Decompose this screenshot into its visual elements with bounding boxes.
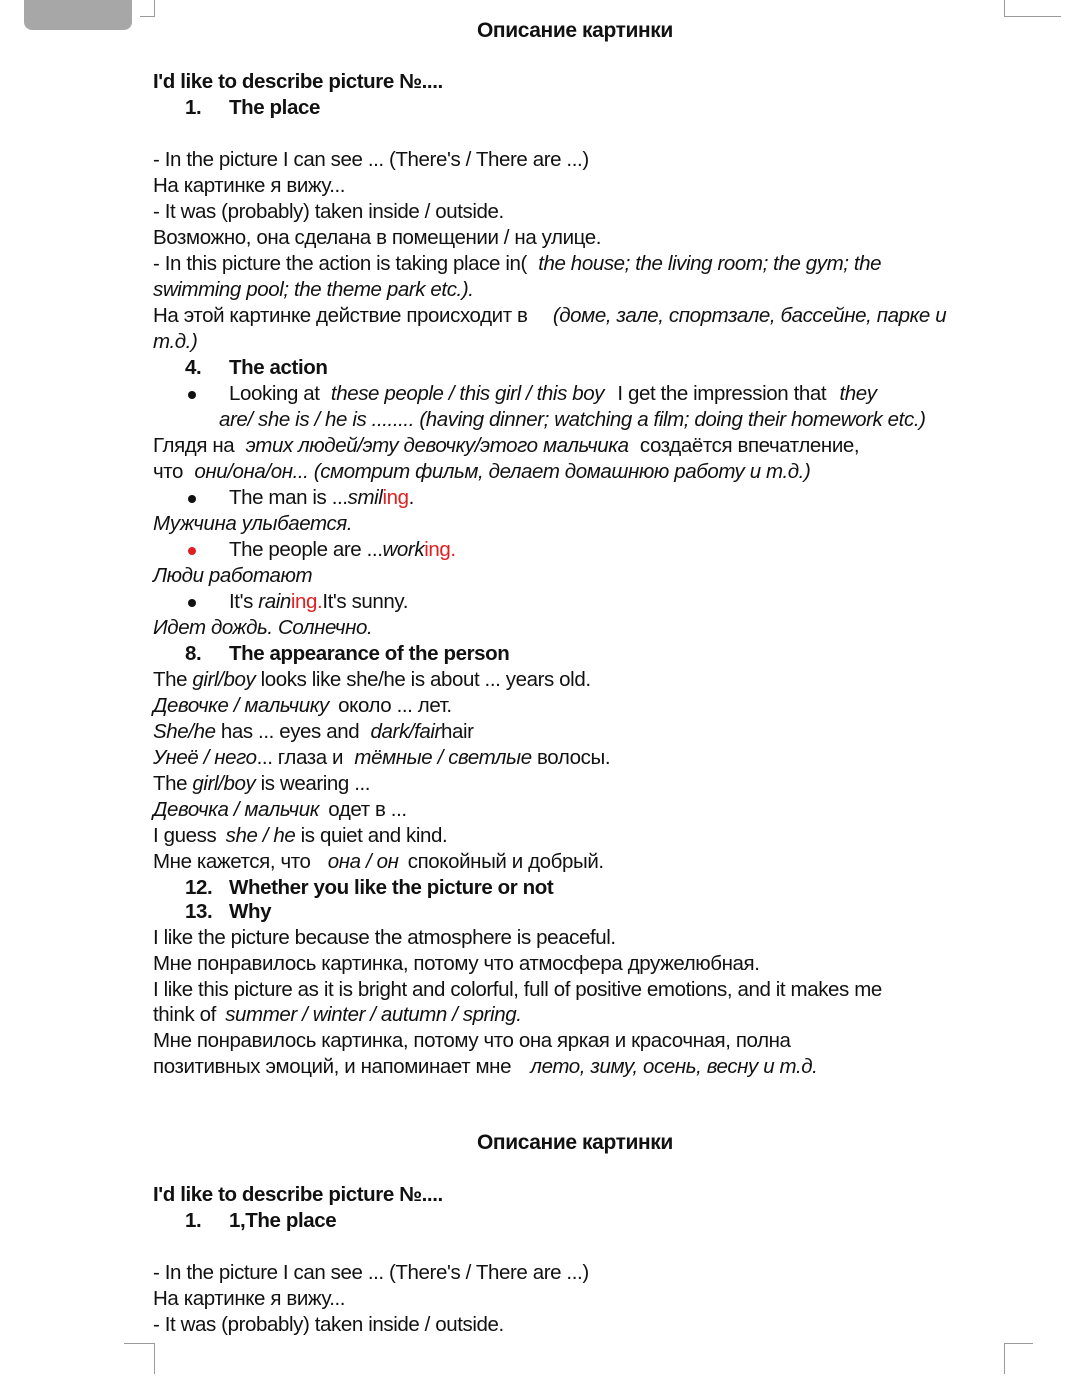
text-run-italic: тёмные / светлые	[354, 746, 532, 769]
text-run-italic: Мужчина улыбается.	[153, 512, 353, 535]
text-run: It's	[229, 590, 253, 613]
text-run-italic: Девочка / мальчик	[153, 798, 319, 821]
text-run-italic: these people / this girl / this boy	[330, 382, 605, 405]
bullet-text	[229, 381, 877, 407]
text-run-italic: Унеё / него	[153, 746, 257, 769]
ru-man	[153, 511, 352, 537]
text-run-italic: rain	[258, 590, 291, 613]
appearance-line-7	[153, 823, 447, 849]
text-run: ... глаза и	[256, 746, 344, 769]
text-run-italic: girl/boy	[192, 668, 256, 691]
text-run: I get the impression that	[617, 382, 827, 405]
intro-line: I'd like to describe picture №....	[153, 70, 443, 93]
bullet-text	[229, 589, 408, 615]
action-place-ru-examples-cont: т.д.)	[153, 330, 198, 353]
bullet-looking	[0, 381, 1080, 407]
crop-mark-bottom-left	[124, 1343, 155, 1374]
text-run-italic: summer / winter / autumn / spring.	[225, 1003, 522, 1026]
intro-line: I'd like to describe picture №....	[153, 1183, 443, 1206]
action-place-en-1	[153, 251, 881, 277]
bullet-dot	[188, 391, 196, 399]
action-place-ru-1	[153, 303, 946, 329]
text-run: около ... лет.	[338, 694, 452, 717]
ru-looking-1	[153, 433, 859, 459]
text-run: Глядя на	[153, 434, 235, 457]
place-line-4: Возможно, она сделана в помещении / на улице.	[153, 226, 602, 249]
item-number: 1.	[185, 1209, 202, 1232]
crop-mark-top-left	[140, 0, 155, 17]
text-run-italic: этих людей/эту девочку/этого мальчика	[245, 434, 629, 457]
text-run: hair	[440, 720, 474, 743]
appearance-line-4	[153, 745, 610, 771]
bullet-rain	[0, 589, 1080, 615]
appearance-line-6	[153, 797, 407, 823]
text-run: позитивных эмоций, и напоминает мне	[153, 1055, 512, 1078]
text-run-italic: girl/boy	[192, 772, 256, 795]
item-heading: Whether you like the picture or not	[229, 876, 554, 899]
highlight-suffix: ing	[382, 486, 409, 509]
why-line-2: Мне понравилось картинка, потому что атмосфера дружелюбная.	[153, 952, 760, 975]
text-run: что	[153, 460, 184, 483]
action-place-en-examples-cont: swimming pool; the theme park etc.).	[153, 278, 474, 301]
item-number: 12.	[185, 876, 213, 899]
place-line-2: На картинке я вижу...	[153, 174, 346, 197]
text-run: It's sunny.	[322, 590, 409, 613]
item-heading: Why	[229, 900, 272, 923]
item-number: 4.	[185, 356, 202, 379]
ru-people	[153, 563, 312, 589]
bullet-people	[0, 537, 1080, 563]
item-heading: The appearance of the person	[229, 642, 510, 665]
text-run-italic: smil	[347, 486, 383, 509]
text-run: .	[408, 486, 414, 509]
action-place-ru-2	[153, 329, 197, 355]
bullet-man	[0, 485, 1080, 511]
text-run: спокойный и добрый.	[407, 850, 604, 873]
action-place-en-examples: the house; the living room; the gym; the	[538, 252, 882, 275]
place-line-3: - It was (probably) taken inside / outside.	[153, 200, 504, 223]
text-run: Мне кажется, что	[153, 850, 311, 873]
text-run-italic: she / he	[225, 824, 296, 847]
why-line-3: I like this picture as it is bright and colorful, full of positive emotions, and it makes me	[153, 978, 882, 1001]
item-heading: The action	[229, 356, 328, 379]
ru-rain	[153, 615, 372, 641]
page-title: Описание картинки	[477, 1131, 673, 1154]
bullet-text	[229, 485, 414, 511]
item-number: 1.	[185, 96, 202, 119]
why-line-6	[153, 1054, 817, 1080]
place-line-1: - In the picture I can see ... (There's / There are ...)	[153, 1261, 589, 1284]
appearance-line-3	[153, 719, 474, 745]
bullet-dot-red	[188, 547, 196, 555]
ru-looking-2	[153, 459, 810, 485]
text-run: has ... eyes and	[220, 720, 360, 743]
action-place-ru-text: На этой картинке действие происходит в	[153, 304, 528, 327]
action-place-en-text: - In this picture the action is taking place in(	[153, 252, 527, 275]
text-run-italic: лето, зиму, осень, весну и т.д.	[530, 1055, 818, 1078]
text-run: The	[153, 772, 188, 795]
bullet-dot	[188, 599, 196, 607]
appearance-line-2	[153, 693, 452, 719]
text-run: looks like she/he is about ... years old.	[260, 668, 591, 691]
item-number: 13.	[185, 900, 213, 923]
appearance-line-8	[153, 849, 604, 875]
appearance-line-1	[153, 667, 591, 693]
text-run: волосы.	[537, 746, 611, 769]
text-run-italic: are/ she is / he is ........ (having dinner; watching a film; doing their homework etc.)	[219, 408, 926, 431]
text-run: think of	[153, 1003, 216, 1026]
phone-call-badge-icon	[24, 0, 132, 30]
text-run-italic: dark/fair	[370, 720, 441, 743]
item-heading: The place	[229, 96, 320, 119]
highlight-suffix: ing.	[290, 590, 323, 613]
text-run: The	[153, 668, 188, 691]
crop-mark-bottom-right	[1004, 1343, 1033, 1374]
bullet-looking-cont	[219, 407, 926, 433]
place-line-1: - In the picture I can see ... (There's / There are ...)	[153, 148, 589, 171]
crop-mark-top-right	[1004, 0, 1061, 17]
text-run-italic: they	[839, 382, 877, 405]
text-run: The man is ...	[229, 486, 348, 509]
text-run-italic: work	[382, 538, 425, 561]
highlight-suffix: ing.	[424, 538, 456, 561]
bullet-dot	[188, 495, 196, 503]
bullet-text	[229, 537, 456, 563]
text-run-italic: они/она/он... (смотрит фильм, делает домашнюю работу и т.д.)	[194, 460, 811, 483]
text-run-italic: Люди работают	[153, 564, 313, 587]
text-run-italic: она / он	[327, 850, 399, 873]
text-run: Looking at	[229, 382, 320, 405]
page-title: Описание картинки	[477, 19, 673, 42]
text-run: одет в ...	[328, 798, 407, 821]
why-line-5: Мне понравилось картинка, потому что она яркая и красочная, полна	[153, 1029, 791, 1052]
text-run: создаётся впечатление,	[639, 434, 860, 457]
text-run: is quiet and kind.	[300, 824, 448, 847]
place-line-3: - It was (probably) taken inside / outside.	[153, 1313, 504, 1336]
text-run: is wearing ...	[260, 772, 371, 795]
why-line-4	[153, 1002, 522, 1028]
text-run-italic: Девочке / мальчику	[153, 694, 329, 717]
action-place-en-2	[153, 277, 474, 303]
item-number: 8.	[185, 642, 202, 665]
appearance-line-5	[153, 771, 370, 797]
place-line-2: На картинке я вижу...	[153, 1287, 346, 1310]
text-run: The people are ...	[229, 538, 383, 561]
text-run: I guess	[153, 824, 217, 847]
action-place-ru-examples: (доме, зале, спортзале, бассейне, парке и	[552, 304, 947, 327]
why-line-1: I like the picture because the atmosphere is peaceful.	[153, 926, 616, 949]
text-run-italic: Идет дождь. Солнечно.	[153, 616, 373, 639]
item-heading: 1,The place	[229, 1209, 337, 1232]
text-run-italic: She/he	[153, 720, 216, 743]
